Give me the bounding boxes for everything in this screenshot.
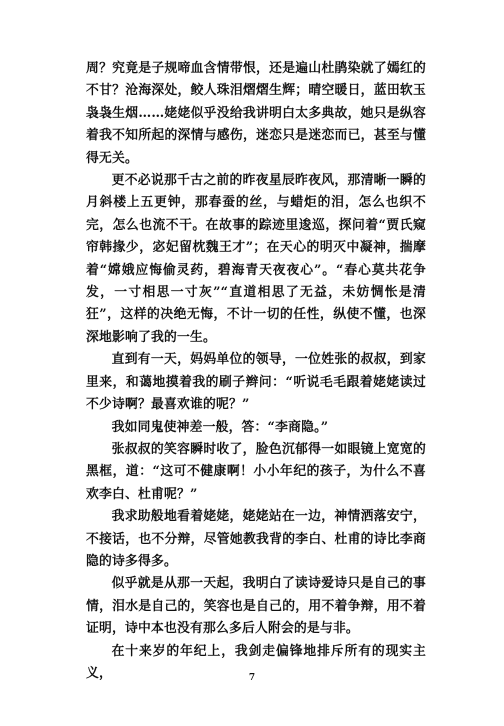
- page-number: 7: [248, 673, 256, 683]
- paragraph: 在十来岁的年纪上，我剑走偏锋地排斥所有的现实主义，: [86, 643, 426, 681]
- paragraph: 似乎就是从那一天起，我明白了读诗爱诗只是自己的事情，泪水是自己的，笑容也是自己的，用不着争辩，用不着证明，诗中本也没有那么多后人附会的是与非。: [86, 576, 426, 637]
- paragraph: 周？究竟是子规啼血含情带恨，还是遍山杜鹃染就了嫣红的不甘？沧海深处，鲛人珠泪熠熠生辉；晴空暖日，蓝田软玉袅袅生烟……姥姥似乎没给我讲明白太多典故，她只是纵容着我不知所起的深情与感伤，迷恋只是迷恋而已，甚至与懂得无关。: [86, 61, 426, 166]
- paragraph: 张叔叔的笑容瞬时收了，脸色沉郁得一如眼镜上宽宽的黑框，道：“这可不健康啊！小小年纪的孩子，为什么不喜欢李白、杜甫呢？”: [86, 441, 426, 502]
- body-text: [86, 58, 426, 685]
- paragraph: 我求助般地看着姥姥，姥姥站在一边，神情洒落安宁，不接话，也不分辩，尽管她教我背的李白、杜甫的诗比李商隐的诗多得多。: [86, 509, 426, 569]
- paragraph: 我如同鬼使神差一般，答：“李商隐。”: [111, 419, 329, 435]
- paragraph: 更不必说那千古之前的昨夜星辰昨夜风，那清晰一瞬的月斜楼上五更钟，那春蚕的丝，与蜡炬的泪，怎么也织不完，怎么也流不干。在故事的踪迹里逡巡，探问着“贾氏窥帘韩掾少，宓妃留枕魏王才”；在天心的明灭中凝神，揣摩着“嫦娥应悔偷灵药，碧海青天夜夜心”。“春心莫共花争发，一寸相思一寸灰”“直道相思了无益，未妨惆怅是清狂”，这样的决绝无悔，不计一切的任性，纵使不懂，也深深地影响了我的一生。: [86, 173, 426, 345]
- paragraph: 直到有一天，妈妈单位的领导，一位姓张的叔叔，到家里来，和蔼地摸着我的刷子辫问：“听说毛毛跟着姥姥读过不少诗啊？最喜欢谁的呢？”: [86, 352, 426, 413]
